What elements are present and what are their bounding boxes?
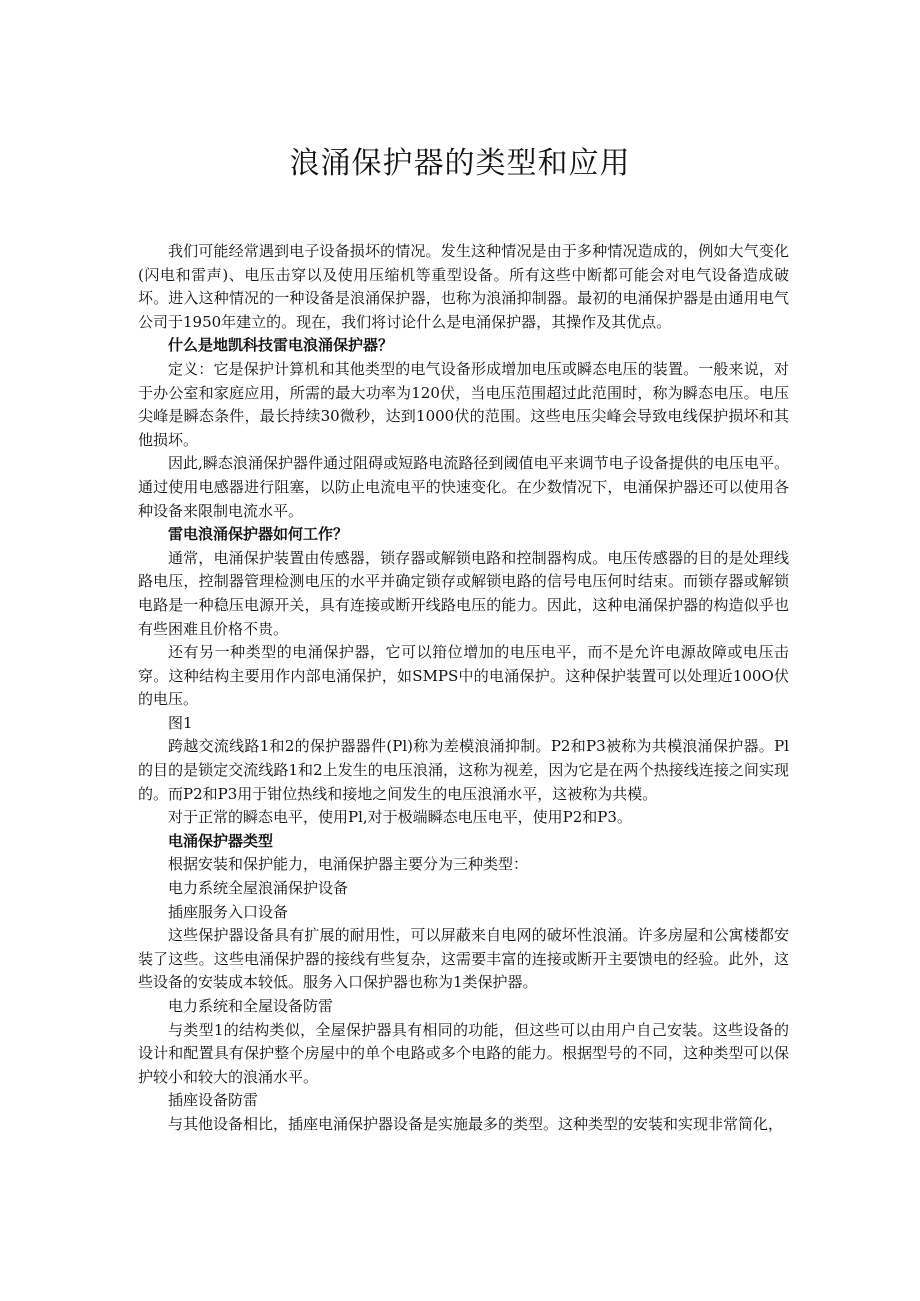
paragraph: 图1 xyxy=(168,713,193,732)
paragraph: 我们可能经常遇到电子设备损坏的情况。发生这种情况是由于多种情况造成的，例如大气变化(闪电和雷声)、电压击穿以及使用压缩机等重型设备。所有这些中断都可能会对电气设备造成破坏。进入这种情况的一种设备是浪涌保护器，也称为浪涌抑制器。最初的电涌保护器是由通用电气公司于1950年建立的。现在，我们将讨论什么是电涌保护器，其操作及其优点。 xyxy=(138,242,789,331)
section-heading: 雷电浪涌保护器如何工作？ xyxy=(168,525,349,544)
paragraph: 电力系统全屋浪涌保护设备 xyxy=(168,879,349,898)
section-heading: 电涌保护器类型 xyxy=(168,831,274,850)
document-body xyxy=(138,240,789,1137)
section-heading: 什么是地凯科技雷电浪涌保护器？ xyxy=(168,336,394,355)
paragraph: 定义：它是保护计算机和其他类型的电气设备形成增加电压或瞬态电压的装置。一般来说，对于办公室和家庭应用，所需的最大功率为120伏，当电压范围超过此范围时，称为瞬态电压。电压尖峰是瞬态条件，最长持续30微秒，达到1000伏的范围。这些电压尖峰会导致电线保护损坏和其他损坏。 xyxy=(138,359,789,449)
paragraph: 跨越交流线路1和2的保护器器件(Pl)称为差模浪涌抑制。P2和P3被称为共模浪涌保护器。Pl的目的是锁定交流线路1和2上发生的电压浪涌，这称为视差，因为它是在两个热接线连接之间实现的。而P2和P3用于钳位热线和接地之间发生的电压浪涌水平，这被称为共模。 xyxy=(138,737,789,803)
paragraph: 这些保护器设备具有扩展的耐用性，可以屏蔽来自电网的破坏性浪涌。许多房屋和公寓楼都安装了这些。这些电涌保护器的接线有些复杂，这需要丰富的连接或断开主要馈电的经验。此外，这些设备的安装成本较低。服务入口保护器也称为1类保护器。 xyxy=(138,926,789,992)
paragraph: 还有另一种类型的电涌保护器，它可以箝位增加的电压电平，而不是允许电源故障或电压击穿。这种结构主要用作内部电涌保护，如SMPS中的电涌保护。这种保护装置可以处理近100O伏的电压。 xyxy=(138,643,789,709)
paragraph: 对于正常的瞬态电平，使用Pl,对于极端瞬态电压电平，使用P2和P3。 xyxy=(168,808,632,827)
document-title: 浪涌保护器的类型和应用 xyxy=(289,146,631,181)
paragraph: 电力系统和全屋设备防雷 xyxy=(168,997,334,1015)
paragraph: 根据安装和保护能力，电涌保护器主要分为三种类型： xyxy=(168,855,529,874)
paragraph: 与类型1的结构类似，全屋保护器具有相同的功能，但这些可以由用户自己安装。这些设备的设计和配置具有保护整个房屋中的单个电路或多个电路的能力。根据型号的不同，这种类型可以保护较小和较大的浪涌水平。 xyxy=(138,1020,789,1086)
paragraph: 通常，电涌保护装置由传感器，锁存器或解锁电路和控制器构成。电压传感器的目的是处理线路电压，控制器管理检测电压的水平并确定锁存或解锁电路的信号电压何时结束。而锁存器或解锁电路是一种稳压电源开关，具有连接或断开线路电压的能力。因此，这种电涌保护器的构造似乎也有些困难且价格不贵。 xyxy=(138,548,789,638)
paragraph: 因此,瞬态浪涌保护器件通过阻碍或短路电流路径到阈值电平来调节电子设备提供的电压电平。通过使用电感器进行阻塞，以防止电流电平的快速变化。在少数情况下，电涌保护器还可以使用各种设备来限制电流水平。 xyxy=(138,454,789,520)
paragraph: 插座设备防雷 xyxy=(168,1091,259,1110)
paragraph: 插座服务入口设备 xyxy=(168,902,289,921)
paragraph: 与其他设备相比，插座电涌保护器设备是实施最多的类型。这种类型的安装和实现非常简化， xyxy=(168,1114,784,1133)
